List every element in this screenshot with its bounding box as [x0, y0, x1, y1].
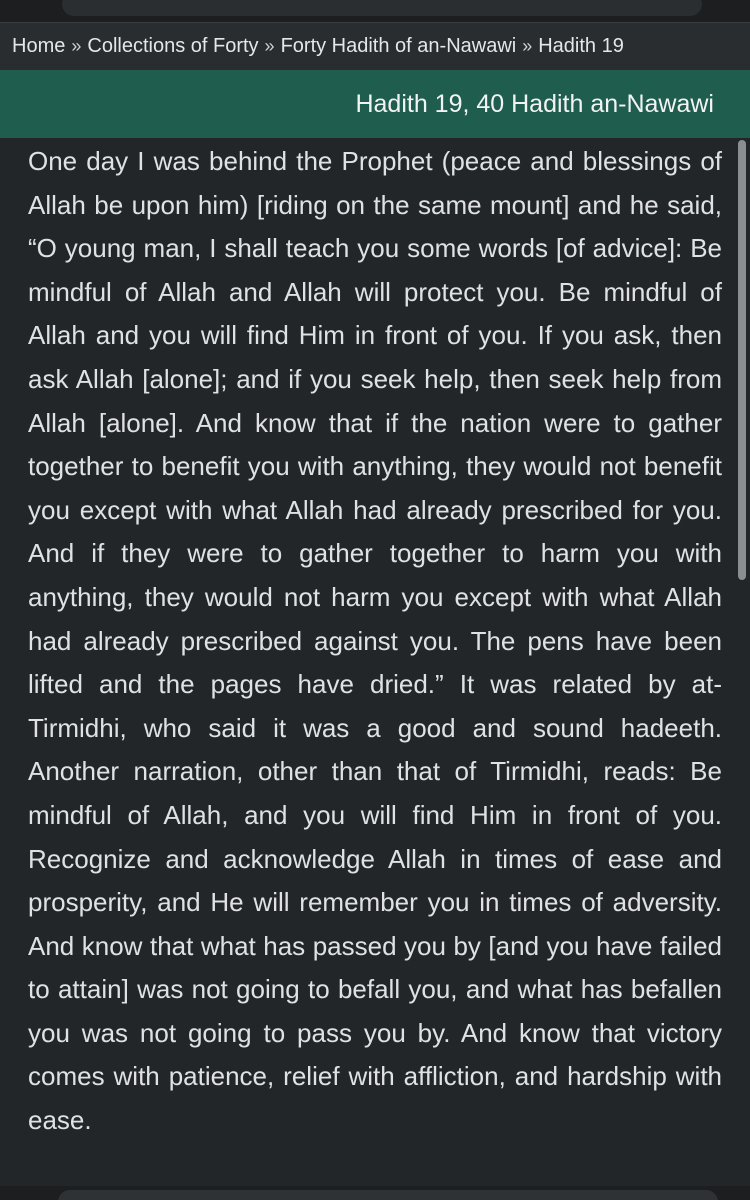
- page-title: Hadith 19, 40 Hadith an-Nawawi: [355, 89, 714, 118]
- scrollbar-thumb[interactable]: [738, 140, 746, 580]
- breadcrumb-separator: »: [71, 36, 82, 56]
- breadcrumb: [0, 22, 750, 70]
- breadcrumb-nawawi-link[interactable]: Forty Hadith of an-Nawawi: [280, 35, 517, 57]
- browser-bottom-edge: [0, 1186, 750, 1200]
- bottom-toolbar-edge[interactable]: [58, 1190, 718, 1200]
- breadcrumb-separator: »: [522, 36, 533, 56]
- breadcrumb-current: Hadith 19: [538, 35, 624, 57]
- breadcrumb-home-link[interactable]: Home: [12, 35, 66, 57]
- hadith-text: One day I was behind the Prophet (peace and blessings of Allah be upon him) [riding on the same mount] and he said, “O young man, I shall teach you some words [of advice]: Be mindful of Allah and Allah will protect you. Be mindful of Allah and you will find Him in front of you. If you ask, then ask Allah [alone]; and if you seek help, then seek help from Allah [alone]. And know that if the nation were to gather together to benefit you with anything, they would not benefit you except with what Allah had already prescribed for you. And if they were to gather together to harm you with anything, they would not harm you except with what Allah had already prescribed against you. The pens have been lifted and the pages have dried.” It was related by at-Tirmidhi, who said it was a good and sound hadeeth. Another narration, other than that of Tirmidhi, reads: Be mindful of Allah, and you will find Him in front of you. Recognize and acknowledge Allah in times of ease and prosperity, and He will remember you in times of adversity. And know that what has passed you by [and you have failed to attain] was not going to befall you, and what has befallen you was not going to pass you by. And know that victory comes with patience, relief with affliction, and hardship with ease.: [28, 146, 722, 1136]
- browser-top-edge: [0, 0, 750, 22]
- breadcrumb-collections-link[interactable]: Collections of Forty: [87, 35, 259, 57]
- address-bar-edge[interactable]: [62, 0, 702, 16]
- hadith-title-bar: [0, 70, 750, 138]
- breadcrumb-separator: »: [264, 36, 275, 56]
